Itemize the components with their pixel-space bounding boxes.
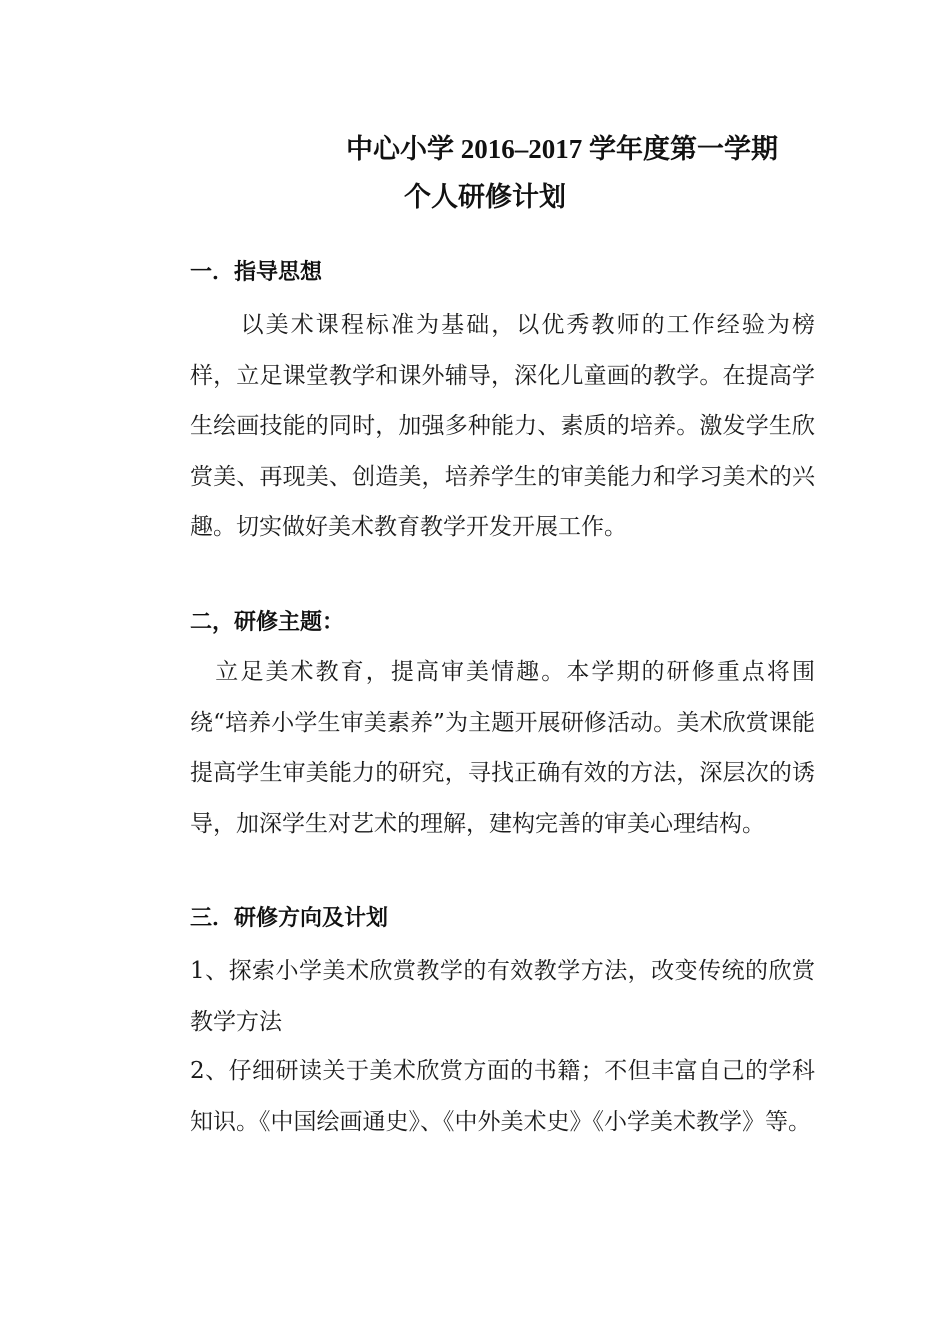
section-heading-direction-plan: 三．研修方向及计划 (190, 906, 389, 931)
section-heading-research-theme: 二，研修主题： (190, 610, 345, 635)
plan-item-1: 1、探索小学美术欣赏教学的有效教学方法，改变传统的欣赏教学方法 (190, 958, 815, 1035)
section-body-research-theme: 立足美术教育，提高审美情趣。本学期的研修重点将围绕“培养小学生审美素养”为主题开展研修活动。美术欣赏课能提高学生审美能力的研究，寻找正确有效的方法，深层次的诱导，加深学生对艺术的理解，建构完善的审美心理结构。 (190, 659, 815, 837)
document-title-line-1: 中心小学 2016–2017 学年度第一学期 (346, 134, 778, 164)
section-body-guiding-thought: 以美术课程标准为基础，以优秀教师的工作经验为榜样，立足课堂教学和课外辅导，深化儿童画的教学。在提高学生绘画技能的同时，加强多种能力、素质的培养。激发学生欣赏美、再现美、创造美，培养学生的审美能力和学习美术的兴趣。切实做好美术教育教学开发开展工作。 (190, 312, 815, 541)
section-heading-guiding-thought: 一．指导思想 (190, 260, 323, 285)
plan-item-2: 2、仔细研读关于美术欣赏方面的书籍；不但丰富自己的学科知识。《中国绘画通史》、《中外美术史》《小学美术教学》等。 (190, 1058, 815, 1135)
document-title-line-2: 个人研修计划 (404, 182, 566, 212)
